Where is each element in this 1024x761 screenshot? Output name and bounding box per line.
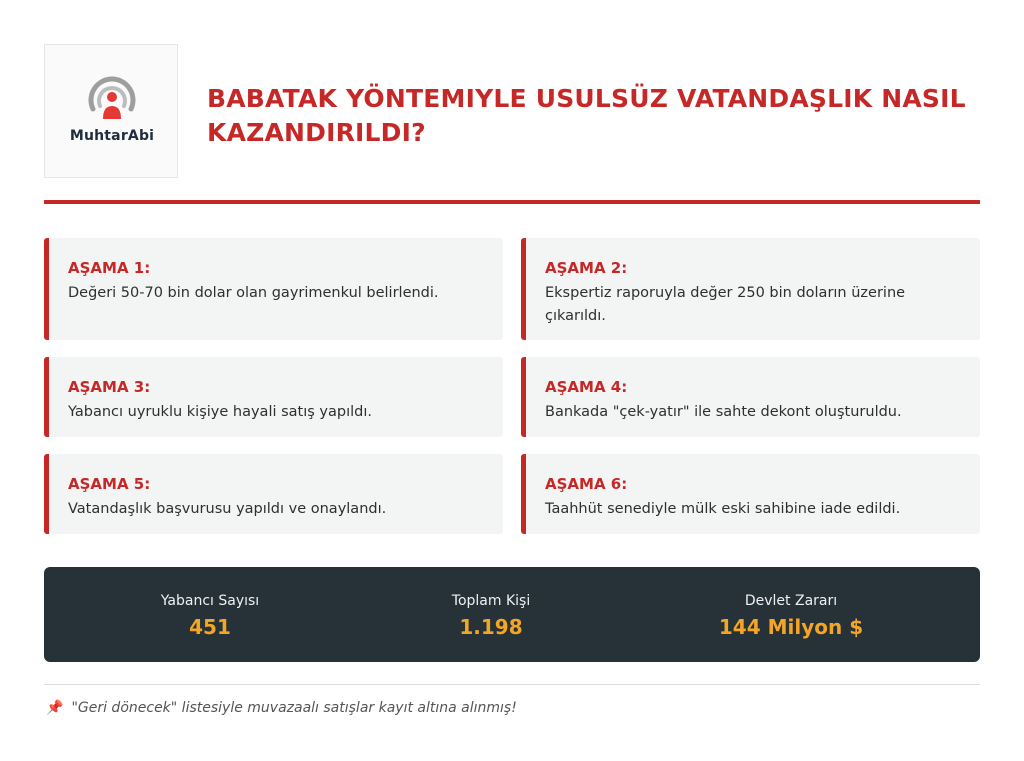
step-card-3 — [44, 357, 503, 437]
step-card-5 — [44, 454, 503, 534]
step-label: AŞAMA 2: — [545, 259, 628, 277]
footer-note — [46, 698, 517, 718]
logo[interactable] — [44, 44, 178, 178]
logo-text: MuhtarAbi — [69, 128, 155, 144]
step-text: Ekspertiz raporuyla değer 250 bin doların üzerine çıkarıldı. — [545, 285, 906, 324]
step-text: Vatandaşlık başvurusu yapıldı ve onaylandı. — [68, 501, 387, 517]
stat-total-people — [341, 591, 641, 641]
step-label: AŞAMA 5: — [68, 475, 151, 493]
stat-foreigners — [60, 591, 360, 641]
stats-panel — [44, 567, 980, 662]
footer-note-text: "Geri dönecek" listesiyle muvazaalı satışlar kayıt altına alınmış! — [71, 700, 517, 716]
stat-value: 451 — [189, 615, 231, 639]
stat-value: 1.198 — [459, 615, 523, 639]
step-text: Yabancı uyruklu kişiye hayali satış yapıldı. — [68, 404, 372, 420]
step-card-2 — [521, 238, 980, 340]
stat-label: Yabancı Sayısı — [160, 593, 260, 609]
step-text: Değeri 50-70 bin dolar olan gayrimenkul belirlendi. — [68, 285, 439, 301]
step-text: Bankada "çek-yatır" ile sahte dekont oluşturuldu. — [545, 404, 902, 420]
pushpin-icon: 📌 — [46, 700, 64, 716]
step-label: AŞAMA 3: — [68, 378, 151, 396]
broadcast-person-icon — [85, 75, 139, 125]
footer-divider — [44, 684, 980, 685]
step-card-4 — [521, 357, 980, 437]
step-label: AŞAMA 1: — [68, 259, 151, 277]
stat-state-loss — [641, 591, 941, 641]
step-label: AŞAMA 6: — [545, 475, 628, 493]
stat-label: Toplam Kişi — [451, 593, 531, 609]
stat-value: 144 Milyon $ — [718, 615, 864, 639]
stat-label: Devlet Zararı — [744, 593, 838, 609]
step-text: Taahhüt senediyle mülk eski sahibine iade edildi. — [545, 501, 901, 517]
header — [44, 44, 980, 204]
page-title: BABATAK YÖNTEMIYLE USULSÜZ VATANDAŞLIK NASIL KAZANDIRILDI? — [207, 84, 966, 147]
step-card-1 — [44, 238, 503, 340]
step-label: AŞAMA 4: — [545, 378, 628, 396]
step-card-6 — [521, 454, 980, 534]
title-divider — [44, 200, 980, 204]
